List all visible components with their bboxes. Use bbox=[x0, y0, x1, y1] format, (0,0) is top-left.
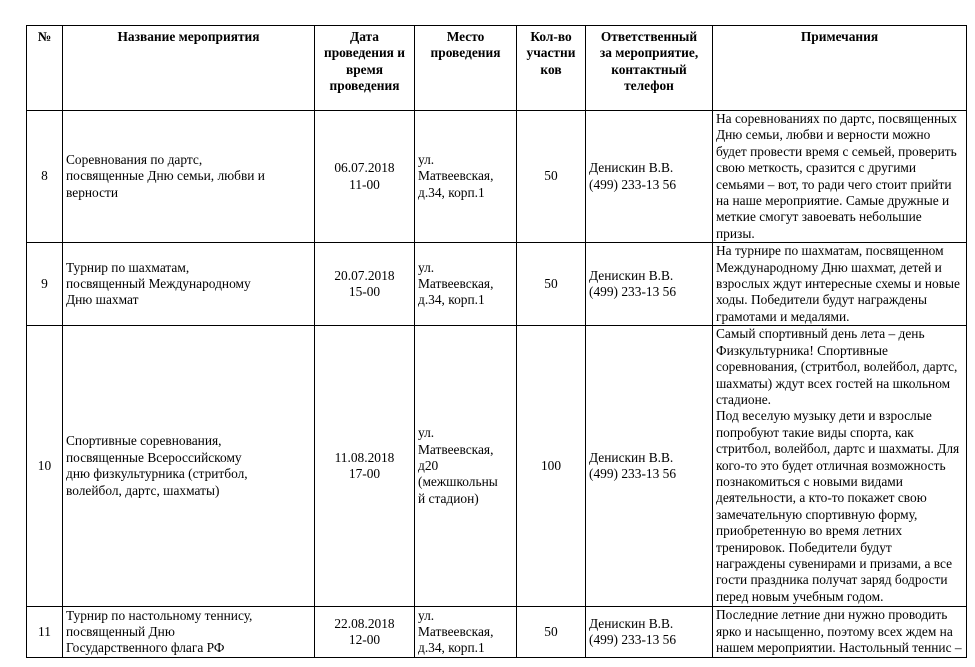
header-row bbox=[27, 26, 967, 111]
event-name bbox=[63, 111, 315, 243]
row-number: 9 bbox=[27, 243, 63, 326]
event-place bbox=[415, 607, 517, 658]
notes-line: стритбол, волейбол, дартс и шахматы. Для bbox=[716, 441, 960, 457]
event-place-line: ул. bbox=[418, 152, 435, 168]
row-number: 11 bbox=[27, 607, 63, 658]
notes-line: Физкультурника! Спортивные bbox=[716, 342, 888, 358]
notes-line: замечательную спортивную форму, bbox=[716, 506, 918, 522]
event-name-line: посвященный Дню bbox=[66, 624, 175, 640]
header-num: № bbox=[27, 26, 63, 111]
event-place-line: д.34, корп.1 bbox=[418, 184, 485, 200]
event-date: 20.07.2018 bbox=[334, 267, 395, 283]
notes-line: Дню семьи, любви и верности можно bbox=[716, 127, 931, 143]
responsible-name: Денискин В.В. bbox=[589, 615, 674, 631]
event-name-line: посвященные Всероссийскому bbox=[66, 449, 242, 465]
event-name bbox=[63, 607, 315, 658]
header-place-line: Место bbox=[446, 29, 485, 44]
notes-line: Самый спортивный день лета – день bbox=[716, 326, 925, 342]
event-notes bbox=[713, 111, 967, 243]
events-table bbox=[26, 25, 967, 658]
header-place-line: проведения bbox=[430, 45, 501, 61]
event-place-line: Матвеевская, bbox=[418, 168, 494, 184]
notes-line: попробуют такие виды спорта, как bbox=[716, 424, 914, 440]
header-responsible bbox=[586, 26, 713, 111]
notes-line: награждены сувенирами и призами, а все bbox=[716, 555, 953, 571]
notes-line: перед новым учебным годом. bbox=[716, 588, 884, 604]
event-place-line: ул. bbox=[418, 425, 435, 441]
row-number: 8 bbox=[27, 111, 63, 243]
event-notes bbox=[713, 326, 967, 607]
participant-count: 100 bbox=[517, 326, 586, 607]
responsible-phone: (499) 233-13 56 bbox=[589, 284, 677, 300]
table-row bbox=[27, 607, 967, 658]
event-name-line: Дню шахмат bbox=[66, 292, 139, 308]
event-time: 17-00 bbox=[348, 466, 381, 482]
notes-line: приобретенную во время летних bbox=[716, 523, 903, 539]
event-place-line: Матвеевская, bbox=[418, 276, 494, 292]
events-table-container bbox=[26, 25, 967, 658]
notes-line: На соревнованиях по дартс, посвященных bbox=[716, 111, 957, 126]
responsible-name: Денискин В.В. bbox=[589, 160, 674, 176]
notes-line: меткие смогут завоевать небольшие призы. bbox=[716, 209, 922, 241]
event-place bbox=[415, 326, 517, 607]
header-responsible-line: контактный bbox=[611, 61, 687, 77]
header-date-line: время bbox=[346, 61, 383, 77]
participant-count: 50 bbox=[517, 111, 586, 243]
event-place bbox=[415, 111, 517, 243]
event-name bbox=[63, 326, 315, 607]
participant-count: 50 bbox=[517, 607, 586, 658]
event-place-line: д20 bbox=[418, 458, 439, 474]
event-place-line: д.34, корп.1 bbox=[418, 640, 485, 656]
event-name-line: Государственного флага РФ bbox=[66, 640, 225, 656]
event-time: 12-00 bbox=[348, 632, 381, 648]
header-count-line: участни bbox=[526, 45, 576, 61]
event-name-line: Соревнования по дартс, bbox=[66, 152, 203, 168]
header-date-line: Дата bbox=[350, 29, 379, 44]
responsible-contact bbox=[586, 607, 713, 658]
notes-line: ярко и насыщенно, поэтому всех ждем на bbox=[716, 623, 953, 639]
header-count bbox=[517, 26, 586, 111]
event-datetime bbox=[315, 243, 415, 326]
event-place bbox=[415, 243, 517, 326]
event-place-line: й стадион) bbox=[418, 490, 479, 506]
notes-line: стадионе. bbox=[716, 391, 772, 407]
event-place-line: д.34, корп.1 bbox=[418, 292, 485, 308]
header-responsible-line: за мероприятие, bbox=[599, 45, 699, 61]
event-name-line: верности bbox=[66, 184, 119, 200]
event-name-line: Спортивные соревнования, bbox=[66, 433, 222, 449]
header-place bbox=[415, 26, 517, 111]
notes-line: соревнования, (стритбол, волейбол, дартс, bbox=[716, 359, 958, 375]
event-name-line: посвященный Международному bbox=[66, 276, 251, 292]
responsible-contact bbox=[586, 111, 713, 243]
notes-line: свою меткость, сразится с другими bbox=[716, 160, 917, 176]
header-count-line: Кол-во bbox=[530, 29, 572, 44]
notes-line: На турнире по шахматам, посвященном bbox=[716, 243, 944, 259]
notes-line: грамотами и медалями. bbox=[716, 308, 850, 324]
notes-line: на наше мероприятие. Самые дружные и bbox=[716, 193, 950, 209]
notes-line: ходы. Победители будут награждены bbox=[716, 292, 928, 308]
event-notes bbox=[713, 243, 967, 326]
responsible-name: Денискин В.В. bbox=[589, 267, 674, 283]
header-date-line: проведения и bbox=[324, 45, 405, 61]
notes-line: гости праздника получат заряд бодрости bbox=[716, 572, 948, 588]
event-datetime bbox=[315, 607, 415, 658]
notes-line: деятельности, а кто-то покажет свою bbox=[716, 490, 927, 506]
table-row bbox=[27, 243, 967, 326]
event-date: 06.07.2018 bbox=[334, 160, 395, 176]
event-datetime bbox=[315, 111, 415, 243]
notes-line: Под веселую музыку дети и взрослые bbox=[716, 408, 932, 424]
event-name-line: Турнир по настольному теннису, bbox=[66, 607, 253, 623]
responsible-phone: (499) 233-13 56 bbox=[589, 176, 677, 192]
event-date: 22.08.2018 bbox=[334, 615, 395, 631]
notes-line: познакомиться с новыми видами bbox=[716, 473, 903, 489]
event-name-line: дню физкультурника (стритбол, bbox=[66, 466, 248, 482]
notes-line: тренировок. Победители будут bbox=[716, 539, 892, 555]
event-time: 15-00 bbox=[348, 284, 381, 300]
table-row bbox=[27, 111, 967, 243]
notes-line: будет провести время с семьей, проверить bbox=[716, 143, 957, 159]
responsible-phone: (499) 233-13 56 bbox=[589, 466, 677, 482]
responsible-contact bbox=[586, 243, 713, 326]
event-name-line: волейбол, дартс, шахматы) bbox=[66, 482, 220, 498]
event-time: 11-00 bbox=[349, 176, 380, 192]
header-date-line: проведения bbox=[329, 78, 400, 94]
header-name: Название мероприятия bbox=[63, 26, 315, 111]
header-date bbox=[315, 26, 415, 111]
notes-line: взрослых ждут интересные схемы и новые bbox=[716, 276, 960, 292]
event-place-line: ул. bbox=[418, 607, 435, 623]
event-place-line: (межшкольны bbox=[418, 474, 498, 490]
row-number: 10 bbox=[27, 326, 63, 607]
notes-line: семьями – вот, то ради чего стоит прийти bbox=[716, 176, 952, 192]
notes-line: кого-то это будет отличная возможность bbox=[716, 457, 946, 473]
notes-line: нашем мероприятии. Настольный теннис – bbox=[716, 640, 962, 656]
responsible-name: Денискин В.В. bbox=[589, 449, 674, 465]
header-notes: Примечания bbox=[713, 26, 967, 111]
event-name-line: Турнир по шахматам, bbox=[66, 259, 190, 275]
notes-line: Международному Дню шахмат, детей и bbox=[716, 259, 942, 275]
event-place-line: ул. bbox=[418, 259, 435, 275]
event-notes bbox=[713, 607, 967, 658]
header-count-line: ков bbox=[540, 61, 562, 77]
responsible-phone: (499) 233-13 56 bbox=[589, 632, 677, 648]
responsible-contact bbox=[586, 326, 713, 607]
header-responsible-line: телефон bbox=[624, 78, 674, 94]
event-place-line: Матвеевская, bbox=[418, 624, 494, 640]
event-name-line: посвященные Дню семьи, любви и bbox=[66, 168, 265, 184]
table-row bbox=[27, 326, 967, 607]
notes-line: Последние летние дни нужно проводить bbox=[716, 607, 948, 623]
notes-line: шахматы) ждут всех гостей на школьном bbox=[716, 375, 951, 391]
event-place-line: Матвеевская, bbox=[418, 441, 494, 457]
participant-count: 50 bbox=[517, 243, 586, 326]
event-datetime bbox=[315, 326, 415, 607]
event-name bbox=[63, 243, 315, 326]
event-date: 11.08.2018 bbox=[334, 449, 395, 465]
header-responsible-line: Ответственный bbox=[600, 29, 698, 44]
